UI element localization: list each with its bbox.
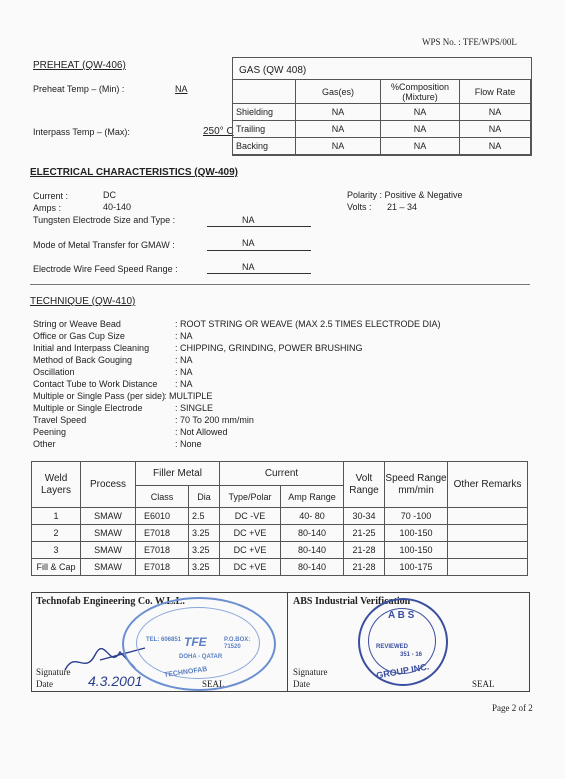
signature-divider <box>287 593 288 691</box>
class-header: Class <box>136 486 189 508</box>
table-cell: DC +VE <box>220 542 281 559</box>
table-cell: SMAW <box>81 508 136 525</box>
technique-label: Multiple or Single Electrode <box>33 403 143 413</box>
technique-value: : CHIPPING, GRINDING, POWER BRUSHING <box>175 343 363 353</box>
wps-number: WPS No. : TFE/WPS/00L <box>422 37 517 47</box>
table-cell: E7018 <box>136 559 189 576</box>
section-divider <box>30 284 530 285</box>
table-cell: 80-140 <box>281 542 344 559</box>
table-row <box>32 508 528 525</box>
seal-brand: TFE <box>184 635 207 649</box>
gas-cell: NA <box>381 121 460 138</box>
technique-label: Oscillation <box>33 367 75 377</box>
technique-label: Other <box>33 439 56 449</box>
technique-value: : ROOT STRING OR WEAVE (MAX 2.5 TIMES ELECTRODE DIA) <box>175 319 441 329</box>
feed-label: Electrode Wire Feed Speed Range : <box>33 264 178 274</box>
feed-underline <box>207 273 311 274</box>
dia-header: Dia <box>189 486 220 508</box>
table-cell <box>448 508 528 525</box>
technique-value: : None <box>175 439 202 449</box>
table-cell: E7018 <box>136 525 189 542</box>
table-row <box>32 559 528 576</box>
current-label: Current : <box>33 191 69 201</box>
current-value: DC <box>103 190 116 200</box>
technique-value: : MULTIPLE <box>164 391 213 401</box>
table-cell: 3 <box>32 542 81 559</box>
tungsten-underline <box>207 226 311 227</box>
technique-label: Travel Speed <box>33 415 87 425</box>
weld-table <box>31 461 528 576</box>
table-cell: DC -VE <box>220 508 281 525</box>
polarity: Polarity : Positive & Negative <box>347 190 463 200</box>
gas-table <box>232 79 531 155</box>
gas-cell: NA <box>381 138 460 155</box>
table-cell: E7018 <box>136 542 189 559</box>
feed-value: NA <box>242 262 255 272</box>
weld-layers-header: Weld Layers <box>32 462 81 508</box>
technique-value: : NA <box>175 355 193 365</box>
technique-value: : SINGLE <box>175 403 214 413</box>
current-header: Current <box>220 462 344 486</box>
technique-value: : NA <box>175 379 193 389</box>
table-cell: SMAW <box>81 542 136 559</box>
abs-seal <box>358 598 448 686</box>
gas-cell: NA <box>460 121 531 138</box>
abs-seal-top: A B S <box>388 610 415 621</box>
technique-list <box>0 319 565 454</box>
left-seal-label: SEAL <box>202 679 225 689</box>
table-row <box>32 525 528 542</box>
gas-row-label: Shielding <box>233 104 296 121</box>
table-cell: 1 <box>32 508 81 525</box>
interpass-max-label: Interpass Temp – (Max): <box>33 127 130 137</box>
amps-label: Amps : <box>33 203 62 213</box>
seal-city: DOHA - QATAR <box>179 654 223 660</box>
technique-label: Peening <box>33 427 67 437</box>
speed-header: Speed Range mm/min <box>385 462 448 508</box>
table-cell: Fill & Cap <box>32 559 81 576</box>
technique-value: : NA <box>175 367 193 377</box>
amps-value: 40-140 <box>103 202 132 212</box>
preheat-title: PREHEAT (QW-406) <box>33 60 126 71</box>
table-cell: 21-28 <box>344 542 385 559</box>
table-cell: 30-34 <box>344 508 385 525</box>
table-cell: DC +VE <box>220 559 281 576</box>
left-date-value: 4.3.2001 <box>88 673 143 689</box>
gas-header-composition: %Composition (Mixture) <box>381 80 460 104</box>
right-company: ABS Industrial Verification <box>293 596 411 607</box>
table-cell: 21-25 <box>344 525 385 542</box>
volts-label: Volts : <box>347 202 372 212</box>
table-cell: 3.25 <box>189 542 220 559</box>
transfer-underline <box>207 250 311 251</box>
table-row <box>32 542 528 559</box>
table-cell: 3.25 <box>189 559 220 576</box>
gas-cell: NA <box>296 104 381 121</box>
technique-value: : NA <box>175 331 193 341</box>
table-cell: 3.25 <box>189 525 220 542</box>
technique-label: Method of Back Gouging <box>33 355 133 365</box>
volt-header: Volt Range <box>344 462 385 508</box>
gas-cell: NA <box>460 104 531 121</box>
technique-title: TECHNIQUE (QW-410) <box>30 296 136 307</box>
preheat-min-label: Preheat Temp – (Min) : <box>33 84 125 94</box>
gas-box <box>232 57 532 156</box>
table-cell: 40- 80 <box>281 508 344 525</box>
abs-seal-mid: REVIEWED <box>376 644 409 650</box>
table-cell: 2.5 <box>189 508 220 525</box>
volts-value: 21 – 34 <box>387 202 418 212</box>
preheat-min-value: NA <box>175 84 188 94</box>
table-cell: 80-140 <box>281 559 344 576</box>
type-header: Type/Polar <box>220 486 281 508</box>
remarks-header: Other Remarks <box>448 462 528 508</box>
table-cell: 100-150 <box>385 542 448 559</box>
interpass-max-value: 250° C <box>203 126 234 137</box>
table-cell: 100-150 <box>385 525 448 542</box>
table-cell: 100-175 <box>385 559 448 576</box>
seal-ring-text: TECHNOFAB <box>163 666 208 679</box>
gas-cell: NA <box>296 121 381 138</box>
table-cell: SMAW <box>81 559 136 576</box>
table-cell: E6010 <box>136 508 189 525</box>
technique-value: : Not Allowed <box>175 427 228 437</box>
table-cell: DC +VE <box>220 525 281 542</box>
table-cell: SMAW <box>81 525 136 542</box>
right-seal-label: SEAL <box>472 679 495 689</box>
gas-cell: NA <box>460 138 531 155</box>
gas-header-blank <box>233 80 296 104</box>
page-number: Page 2 of 2 <box>492 703 533 713</box>
left-date-label: Date <box>36 679 53 689</box>
gas-cell: NA <box>296 138 381 155</box>
table-cell: 70 -100 <box>385 508 448 525</box>
abs-seal-bottom: GROUP INC. <box>375 661 430 681</box>
technique-label: Initial and Interpass Cleaning <box>33 343 150 353</box>
table-cell <box>448 525 528 542</box>
technique-value: : 70 To 200 mm/min <box>175 415 254 425</box>
technique-label: Multiple or Single Pass (per side) <box>33 391 166 401</box>
seal-po: P.O.BOX: 71520 <box>224 637 251 650</box>
left-signature-label: Signature <box>36 667 71 677</box>
table-cell <box>448 542 528 559</box>
right-date-label: Date <box>293 679 310 689</box>
gas-cell: NA <box>381 104 460 121</box>
right-signature-label: Signature <box>293 667 328 677</box>
table-cell: 21-28 <box>344 559 385 576</box>
seal-tel: TEL: 606851 <box>146 637 182 643</box>
company-seal <box>122 597 276 691</box>
table-cell: 2 <box>32 525 81 542</box>
gas-row-label: Trailing <box>233 121 296 138</box>
gas-header-gases: Gas(es) <box>296 80 381 104</box>
process-header: Process <box>81 462 136 508</box>
amp-header: Amp Range <box>281 486 344 508</box>
tungsten-label: Tungsten Electrode Size and Type : <box>33 215 176 225</box>
filler-header: Filler Metal <box>136 462 220 486</box>
gas-row-label: Backing <box>233 138 296 155</box>
left-company: Technofab Engineering Co. W.L.L. <box>36 596 185 607</box>
gas-header-flow: Flow Rate <box>460 80 531 104</box>
technique-label: String or Weave Bead <box>33 319 121 329</box>
technique-label: Contact Tube to Work Distance <box>33 379 158 389</box>
table-cell <box>448 559 528 576</box>
table-cell: 80-140 <box>281 525 344 542</box>
transfer-label: Mode of Metal Transfer for GMAW : <box>33 240 175 250</box>
gas-title: GAS (QW 408) <box>239 65 307 76</box>
tungsten-value: NA <box>242 215 255 225</box>
electrical-title: ELECTRICAL CHARACTERISTICS (QW-409) <box>30 167 238 178</box>
abs-seal-num: 351 - 16 <box>400 652 423 658</box>
technique-label: Office or Gas Cup Size <box>33 331 125 341</box>
transfer-value: NA <box>242 238 255 248</box>
